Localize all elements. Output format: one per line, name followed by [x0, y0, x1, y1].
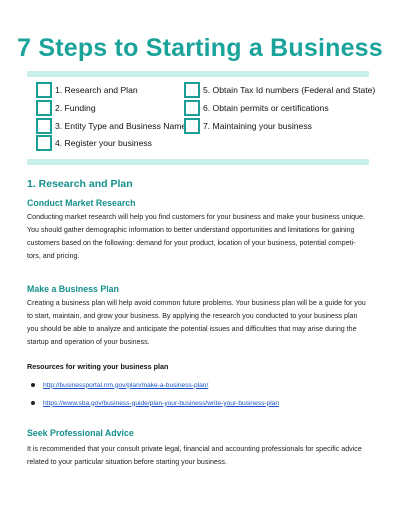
- checklist-item-5[interactable]: [184, 82, 375, 98]
- top-divider-band: [27, 71, 369, 77]
- section-heading: 1. Research and Plan: [27, 178, 133, 190]
- checklist-item-6[interactable]: [184, 100, 329, 116]
- list-item: [27, 396, 373, 410]
- checklist-label: 7. Maintaining your business: [203, 121, 312, 131]
- checklist-label: 2. Funding: [55, 103, 96, 113]
- checkbox-icon[interactable]: [36, 82, 52, 98]
- paragraph-professional-advice: [27, 443, 373, 469]
- text-line: related to your particular situation before starting your business.: [27, 458, 227, 466]
- checklist-item-4[interactable]: [36, 135, 152, 151]
- checklist-item-7[interactable]: [184, 118, 312, 134]
- checklist-item-3[interactable]: [36, 118, 186, 134]
- checkbox-icon[interactable]: [184, 82, 200, 98]
- resource-link[interactable]: https://www.sba.gov/business-guide/plan-your-business/write-your-business-plan: [43, 399, 280, 407]
- checklist-item-2[interactable]: [36, 100, 96, 116]
- bullet-icon: [31, 401, 35, 405]
- checkbox-icon[interactable]: [36, 118, 52, 134]
- checkbox-icon[interactable]: [184, 100, 200, 116]
- text-line: It is recommended that your consult private legal, financial and accounting professionals for specific advice: [27, 445, 362, 453]
- subheading-professional-advice: Seek Professional Advice: [27, 428, 134, 438]
- resources-list: [27, 378, 373, 414]
- paragraph-market-research: [27, 211, 373, 263]
- text-line: startup and operation of your business.: [27, 338, 150, 346]
- list-item: [27, 378, 373, 392]
- paragraph-business-plan: [27, 297, 373, 349]
- checklist-label: 1. Research and Plan: [55, 85, 138, 95]
- text-line: tors, and pricing.: [27, 252, 80, 260]
- checklist-item-1[interactable]: [36, 82, 138, 98]
- text-line: customers based on the following: demand for your product, location of your business, potential competi-: [27, 239, 356, 247]
- checklist-label: 4. Register your business: [55, 138, 152, 148]
- checkbox-icon[interactable]: [36, 135, 52, 151]
- checklist-label: 6. Obtain permits or certifications: [203, 103, 329, 113]
- text-line: you should be able to analyze and anticipate the potential issues and difficulties that may arise during the: [27, 325, 357, 333]
- bottom-divider-band: [27, 159, 369, 165]
- text-line: Creating a business plan will help avoid common future problems. Your business plan will be a guide for you: [27, 299, 366, 307]
- subheading-business-plan: Make a Business Plan: [27, 284, 119, 294]
- resource-link[interactable]: http://businessportal.nm.gov/plan/make-a-business-plan/: [43, 381, 209, 389]
- checklist-label: 3. Entity Type and Business Name: [55, 121, 187, 131]
- resources-heading: Resources for writing your business plan: [27, 362, 169, 371]
- checkbox-icon[interactable]: [36, 100, 52, 116]
- subheading-market-research: Conduct Market Research: [27, 198, 136, 208]
- text-line: to start, maintain, and grow your business. By applying the research you conducted to your business plan: [27, 312, 358, 320]
- bullet-icon: [31, 383, 35, 387]
- checkbox-icon[interactable]: [184, 118, 200, 134]
- document-title: 7 Steps to Starting a Business: [17, 34, 383, 62]
- checklist-label: 5. Obtain Tax Id numbers (Federal and State): [203, 85, 376, 95]
- text-line: Conducting market research will help you find customers for your business and make your business unique.: [27, 213, 365, 221]
- text-line: You should gather demographic information to better understand opportunities and limitations for gaining: [27, 226, 355, 234]
